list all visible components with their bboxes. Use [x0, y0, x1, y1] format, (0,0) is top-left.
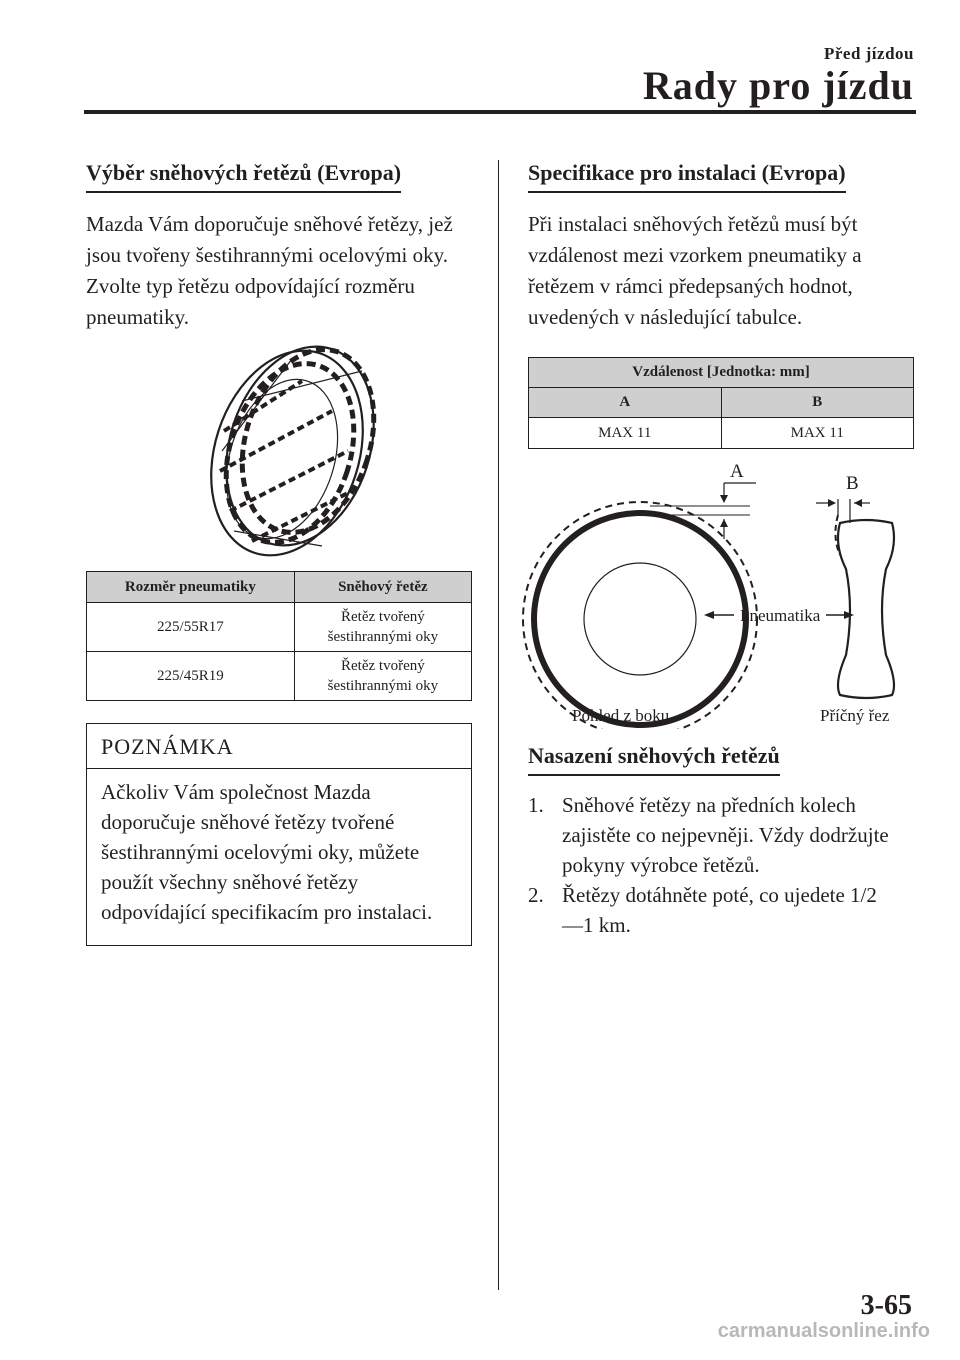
tire-side-view-rim [584, 563, 696, 675]
table-row [87, 652, 472, 701]
chain-type-cell [294, 652, 471, 701]
page-title: Rady pro jízdu [642, 63, 914, 108]
left-column [86, 160, 470, 946]
tire-size-cell: 225/45R19 [87, 652, 295, 701]
table-row [529, 418, 914, 449]
note-title: POZNÁMKA [87, 724, 471, 769]
fitting-steps [528, 790, 912, 940]
column-divider [498, 160, 499, 1290]
chain-type-line: Řetěz tvořený [341, 658, 425, 674]
label-tire: Pneumatika [740, 606, 821, 625]
step-text: Sněhové řetězy na předních kolech zajistěte co nejpevněji. Vždy dodržujte pokyny výrobce řetězů. [562, 793, 889, 877]
section-heading-chain-selection: Výběr sněhových řetězů (Evropa) [86, 160, 401, 193]
label-side-view: Pohled z boku [572, 706, 670, 725]
label-cross-section: Příčný řez [820, 706, 890, 725]
tire-chain-table [86, 571, 472, 701]
table-header-tire-size: Rozměr pneumatiky [87, 572, 295, 603]
tire-side-view-outer [534, 513, 746, 725]
footer-watermark: carmanualsonline.info [717, 1320, 930, 1342]
note-box [86, 723, 472, 946]
step-text: Řetězy dotáhněte poté, co ujedete 1/2 ―1 km. [562, 883, 877, 937]
chain-type-line: Řetěz tvořený [341, 609, 425, 625]
table-header-a: A [529, 388, 722, 418]
clearance-diagram [520, 459, 910, 729]
step-number: 2. [528, 883, 544, 907]
list-item [528, 790, 912, 880]
table-header-b: B [721, 388, 914, 418]
clearance-spec-table [528, 357, 914, 449]
snow-chain-illustration [182, 341, 382, 561]
section-heading-fitting: Nasazení sněhových řetězů [528, 743, 780, 776]
label-b: B [846, 473, 859, 494]
page-number: 3-65 [860, 1290, 912, 1321]
chain-type-line: šestihrannými oky [327, 678, 439, 694]
label-a: A [730, 461, 744, 482]
clearance-b-value: MAX 11 [721, 418, 914, 449]
tire-cross-section [838, 520, 894, 698]
table-row [87, 603, 472, 652]
right-column [528, 160, 912, 940]
step-number: 1. [528, 793, 544, 817]
note-text: Ačkoliv Vám společnost Mazda doporučuje sněhové řetězy tvořené šestihrannými ocelovými oky, můžete použít všechny sněhové řetězy odpovídající specifikacím pro instalaci. [101, 780, 433, 924]
table-header-snow-chain: Sněhový řetěz [294, 572, 471, 603]
clearance-a-value: MAX 11 [529, 418, 722, 449]
section-heading-installation-spec: Specifikace pro instalaci (Evropa) [528, 160, 846, 193]
header-rule [84, 110, 916, 114]
chain-type-cell [294, 603, 471, 652]
tire-size-cell: 225/55R17 [87, 603, 295, 652]
chain-selection-paragraph: Mazda Vám doporučuje sněhové řetězy, jež jsou tvořeny šestihrannými ocelovými oky. Zvolte typ řetězu odpovídající rozměru pneumatiky. [86, 212, 453, 329]
clearance-table-caption: Vzdálenost [Jednotka: mm] [529, 358, 914, 388]
chain-type-line: šestihrannými oky [327, 629, 439, 645]
chapter-label: Před jízdou [823, 44, 914, 63]
installation-spec-paragraph: Při instalaci sněhových řetězů musí být vzdálenost mezi vzorkem pneumatiky a řetězem v rámci předepsaných hodnot, uvedených v následující tabulce. [528, 212, 862, 329]
list-item [528, 880, 912, 940]
